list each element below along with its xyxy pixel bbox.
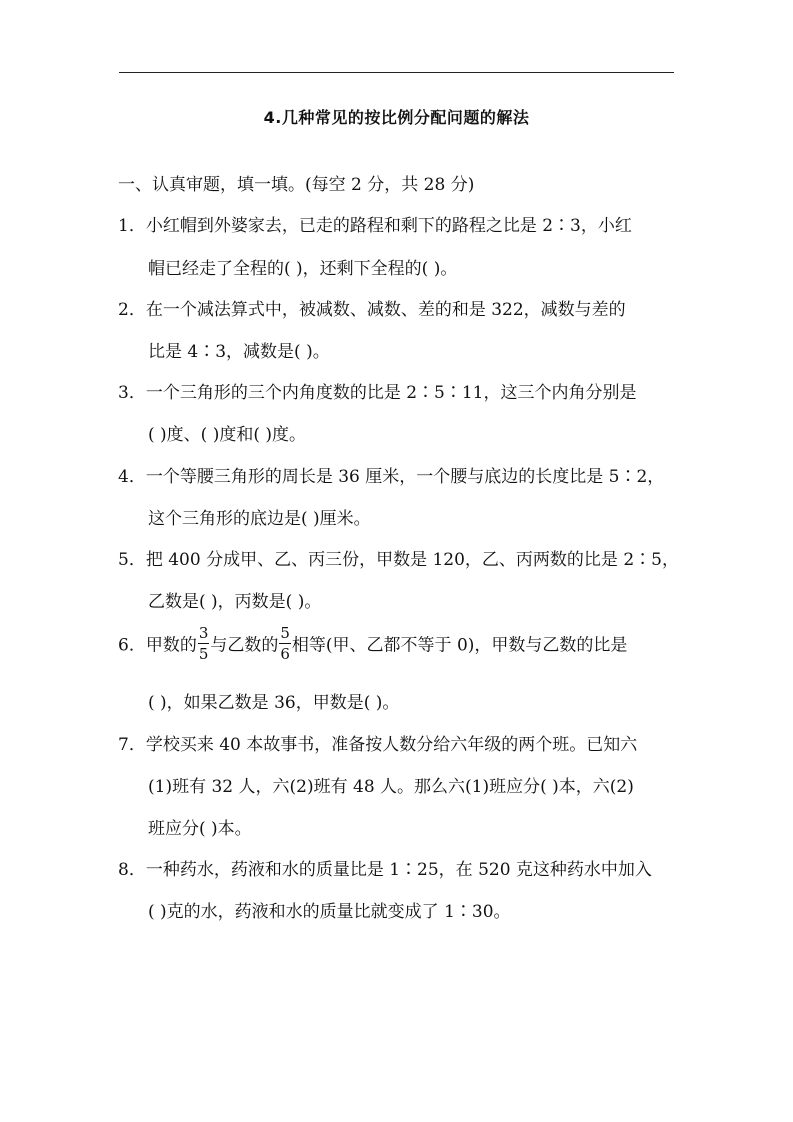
question-8-line-1: 8．一种药水，药液和水的质量比是 1∶25，在 520 克这种药水中加入: [118, 860, 652, 880]
fraction-3-5: [198, 626, 210, 662]
fraction-5-6-denominator: 6: [280, 645, 290, 663]
question-7-line-1: 7．学校买来 40 本故事书，准备按人数分给六年级的两个班。已知六: [118, 735, 638, 755]
question-6-text-a: 6．甲数的: [118, 635, 197, 656]
question-7-line-2: (1)班有 32 人，六(2)班有 48 人。那么六(1)班应分( )本，六(2): [148, 777, 634, 797]
question-6-text-c: 相等(甲、乙都不等于 0)，甲数与乙数的比是: [291, 635, 628, 656]
question-2-line-1: 2．在一个减法算式中，被减数、减数、差的和是 322，减数与差的: [118, 300, 626, 320]
question-2-line-2: 比是 4∶3，减数是( )。: [148, 342, 330, 362]
question-8-line-2: ( )克的水，药液和水的质量比就变成了 1∶30。: [148, 902, 511, 922]
question-6-line-2: ( )，如果乙数是 36，甲数是( )。: [148, 693, 400, 713]
section-heading: 一、认真审题，填一填。(每空 2 分，共 28 分): [118, 175, 475, 195]
question-1-line-1: 1．小红帽到外婆家去，已走的路程和剩下的路程之比是 2∶3，小红: [118, 216, 632, 236]
question-1-line-2: 帽已经走了全程的( )，还剩下全程的( )。: [148, 259, 458, 279]
fraction-5-6-numerator: 5: [280, 624, 290, 642]
question-4-line-2: 这个三角形的底边是( )厘米。: [148, 509, 371, 529]
question-5-line-1: 5．把 400 分成甲、乙、丙三份，甲数是 120，乙、丙两数的比是 2∶5，: [118, 550, 679, 570]
question-4-line-1: 4．一个等腰三角形的周长是 36 厘米，一个腰与底边的长度比是 5∶2，: [118, 467, 665, 487]
fraction-3-5-numerator: 3: [198, 624, 209, 642]
question-3-line-2: ( )度、( )度和( )度。: [148, 425, 307, 445]
fraction-3-5-denominator: 5: [198, 645, 209, 663]
question-6-text-b: 与乙数的: [210, 635, 279, 656]
question-7-line-3: 班应分( )本。: [148, 819, 252, 839]
page-title: 4.几种常见的按比例分配问题的解法: [263, 108, 530, 127]
question-3-line-1: 3．一个三角形的三个内角度数的比是 2∶5∶11，这三个内角分别是: [118, 383, 637, 403]
fraction-5-6: [279, 626, 291, 662]
question-5-line-2: 乙数是( )，丙数是( )。: [148, 592, 322, 612]
header-rule: [119, 72, 674, 73]
question-6-line-1: [118, 624, 678, 664]
